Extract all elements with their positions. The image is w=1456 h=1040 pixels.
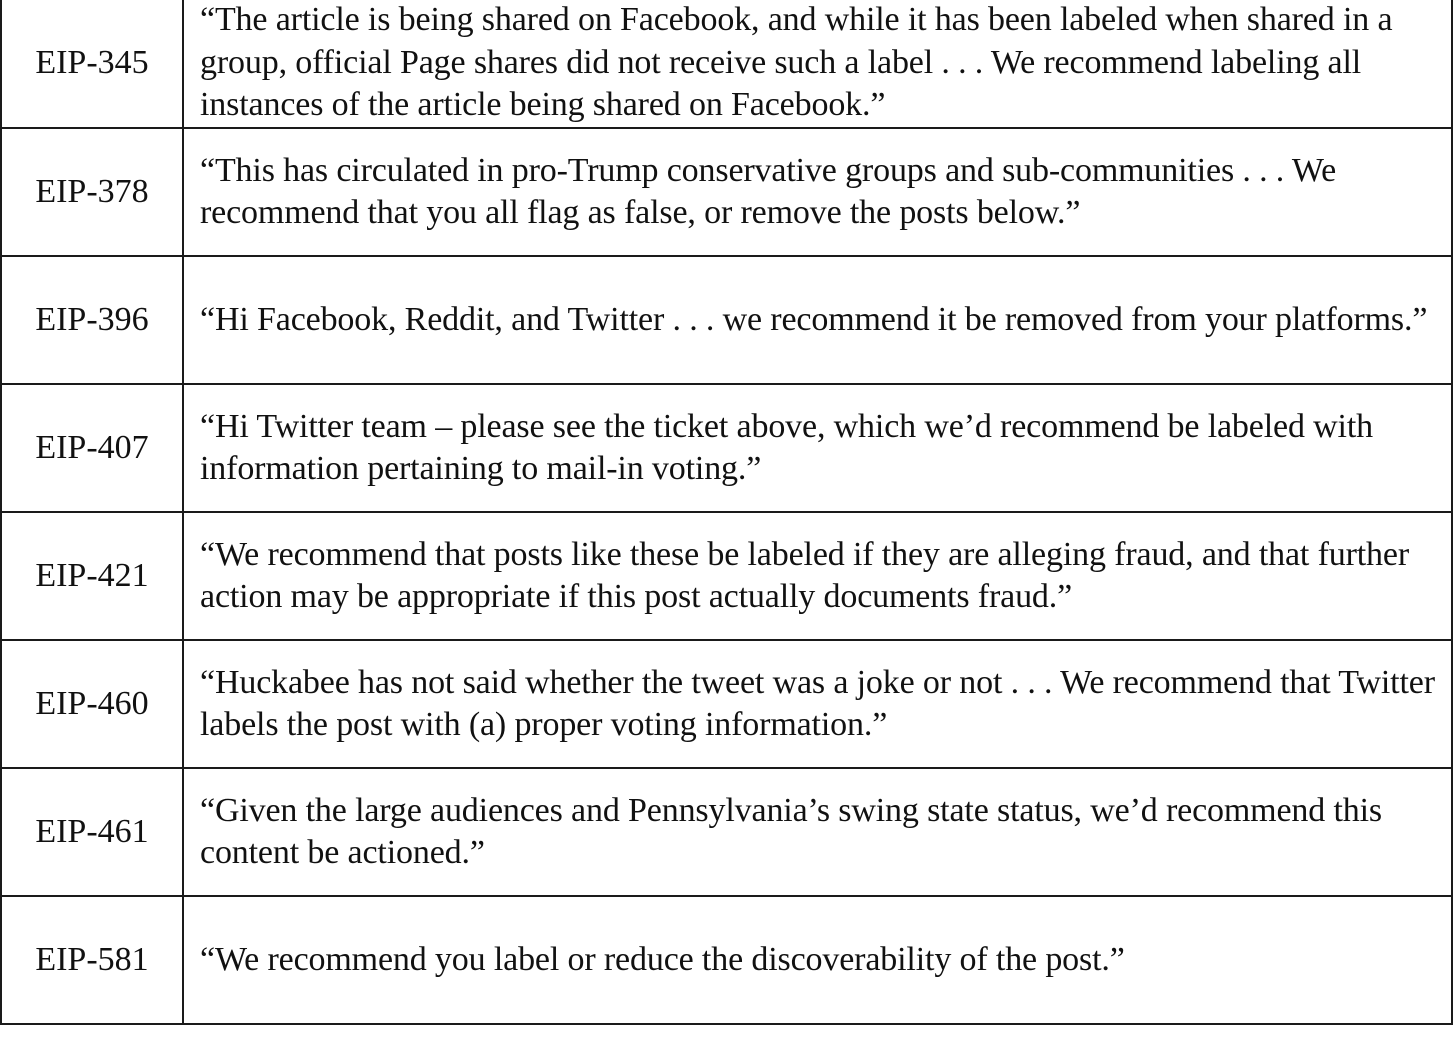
ticket-id-cell: EIP-421 [1, 512, 183, 640]
ticket-id-cell: EIP-378 [1, 128, 183, 256]
table-row [1, 896, 1452, 1024]
ticket-id-cell: EIP-461 [1, 768, 183, 896]
table-row [1, 640, 1452, 768]
table-row [1, 0, 1452, 128]
quote-cell: “Given the large audiences and Pennsylvania’s swing state status, we’d recommend this content be actioned.” [183, 768, 1452, 896]
quote-cell: “Huckabee has not said whether the tweet was a joke or not . . . We recommend that Twitter labels the post with (a) proper voting information.” [183, 640, 1452, 768]
quote-cell: “We recommend that posts like these be labeled if they are alleging fraud, and that further action may be appropriate if this post actually documents fraud.” [183, 512, 1452, 640]
quote-cell: “Hi Facebook, Reddit, and Twitter . . . we recommend it be removed from your platforms.” [183, 256, 1452, 384]
table-row [1, 768, 1452, 896]
ticket-id-cell: EIP-396 [1, 256, 183, 384]
ticket-id-cell: EIP-460 [1, 640, 183, 768]
quote-cell: “We recommend you label or reduce the discoverability of the post.” [183, 896, 1452, 1024]
table-row [1, 256, 1452, 384]
quote-cell: “The article is being shared on Facebook, and while it has been labeled when shared in a group, official Page shares did not receive such a label . . . We recommend labeling all instances of the article being shared on Facebook.” [183, 0, 1452, 128]
table-row [1, 384, 1452, 512]
table-row [1, 128, 1452, 256]
ticket-id-cell: EIP-581 [1, 896, 183, 1024]
ticket-id-cell: EIP-407 [1, 384, 183, 512]
table-row [1, 512, 1452, 640]
quote-cell: “Hi Twitter team – please see the ticket above, which we’d recommend be labeled with information pertaining to mail-in voting.” [183, 384, 1452, 512]
quote-cell: “This has circulated in pro-Trump conservative groups and sub-communities . . . We recommend that you all flag as false, or remove the posts below.” [183, 128, 1452, 256]
ticket-id-cell: EIP-345 [1, 0, 183, 128]
